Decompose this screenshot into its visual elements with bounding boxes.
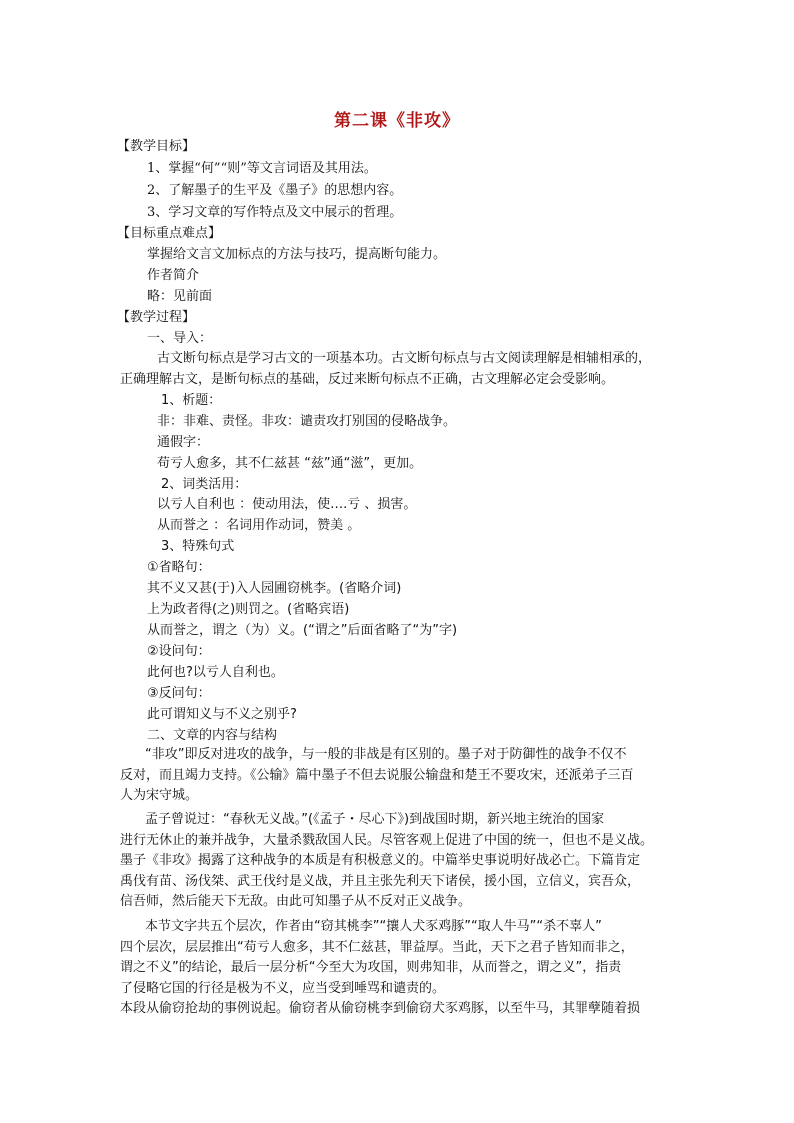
ellipsis-example-1: 其不义又甚(于)入人园圃窃桃李。(省略介词) (147, 581, 402, 596)
rhetorical-question-label: ②设问句： (147, 644, 211, 659)
paragraph-line: 墨子《非攻》揭露了这种战争的本质是有积极意义的。中篇举史事说明好战必亡。下篇肯定 (120, 853, 641, 868)
title-analysis-text: 非：非难、责怪。非攻：谴责攻打别国的侵略战争。 (157, 414, 457, 429)
paragraph-line: 了侵略它国的行径是极为不义，应当受到唾骂和谴责的。 (120, 980, 446, 996)
section-heading-key-points: 【目标重点难点】 (117, 226, 222, 241)
objective-item-3: 3、学习文章的写作特点及文中展示的哲理。 (147, 205, 403, 220)
paragraph-line: 本节文字共五个层次，作者由“窃其桃李”“攘人犬豕鸡豚”“取人牛马”“杀不辜人” (145, 919, 602, 934)
author-intro-text: 略：见前面 (147, 289, 213, 304)
author-intro-label: 作者简介 (147, 268, 200, 283)
paragraph-line: 人为宋守城。 (120, 788, 199, 803)
phonetic-loan-label: 通假字： (157, 435, 210, 450)
paragraph-line: 谓之不义”的结论，最后一层分析“今至大为攻国，则弗知非，从而誉之，谓之义”，指责 (120, 960, 622, 975)
section-heading-objectives: 【教学目标】 (117, 139, 196, 154)
ellipsis-sentence-label: ①省略句： (147, 560, 211, 575)
phonetic-loan-example: 苟亏人愈多，其不仁兹甚 “兹”通“滋”，更加。 (157, 456, 423, 471)
paragraph-line: 孟子曾说过：“春秋无义战。”(《孟子・尽心下》)到战国时期，新兴地主统治的国家 (145, 812, 605, 827)
paragraph-line: 信吾师，然后能天下无敌。由此可知墨子从不反对正义战争。 (120, 894, 472, 909)
word-class-example-1: 以亏人自利也 ：使动用法，使….亏 、损害。 (157, 497, 417, 512)
step-intro-heading: 一、导入： (147, 331, 213, 346)
paragraph-line: 进行无休止的兼并战争，大量杀戮敌国人民。尽管客观上促进了中国的统一，但也不是义战。 (120, 832, 654, 848)
paragraph-line: 本段从偷窃抢劫的事例说起。偷窃者从偷窃桃李到偷窃犬豕鸡豚，以至牛马，其罪孽随着损 (120, 1001, 641, 1016)
intro-paragraph-line-1: 古文断句标点是学习古文的一项基本功。古文断句标点与古文阅读理解是相辅相承的， (157, 351, 652, 366)
paragraph-line: 四个层次，层层推出“苟亏人愈多，其不仁兹甚，罪益厚。当此，天下之君子皆知而非之， (120, 939, 634, 955)
subheading-word-class: 2、词类活用： (161, 477, 248, 492)
step-content-structure-heading: 二、文章的内容与结构 (147, 728, 278, 743)
objective-item-1: 1、掌握“何”“则”等文言词语及其用法。 (147, 161, 377, 176)
intro-paragraph-line-2: 正确理解古文，是断句标点的基础，反过来断句标点不正确，古文理解必定会受影响。 (120, 372, 615, 387)
subheading-title-analysis: 1、析题： (161, 393, 222, 408)
key-point-text: 掌握给文言文加标点的方法与技巧，提高断句能力。 (147, 247, 447, 262)
body-paragraph-1 (120, 745, 680, 807)
objective-item-2: 2、了解墨子的生平及《墨子》的思想内容。 (147, 183, 403, 198)
paragraph-line: 反对，而且竭力支持。《公输》篇中墨子不但去说服公输盘和楚王不要攻宋，还派弟子三百 (120, 767, 634, 783)
counter-question-label: ③反问句： (147, 686, 211, 701)
body-paragraph-2 (120, 810, 680, 913)
document-title: 第二课《非攻》 (334, 111, 460, 131)
word-class-example-2: 从而誉之 ：名词用作动词，赞美 。 (157, 518, 361, 533)
section-heading-process: 【教学过程】 (117, 310, 196, 325)
paragraph-line: “非攻”即反对进攻的战争，与一般的非战是有区别的。墨子对于防御性的战争不仅不 (145, 747, 627, 762)
counter-question-example: 此可谓知义与不义之别乎? (147, 707, 297, 722)
ellipsis-example-2: 上为政者得(之)则罚之。(省略宾语) (147, 602, 350, 617)
body-paragraph-3 (120, 917, 680, 1020)
subheading-special-sentences: 3、特殊句式 (161, 539, 235, 554)
paragraph-line: 禹伐有苗、汤伐桀、武王伐纣是义战，并且主张先利天下诸侯，援小国，立信义，宾吾众， (120, 873, 641, 889)
ellipsis-example-3: 从而誉之，谓之（为）义。(“谓之”后面省略了“为”字) (147, 623, 458, 638)
rhetorical-question-example: 此何也?以亏人自利也。 (147, 665, 284, 680)
